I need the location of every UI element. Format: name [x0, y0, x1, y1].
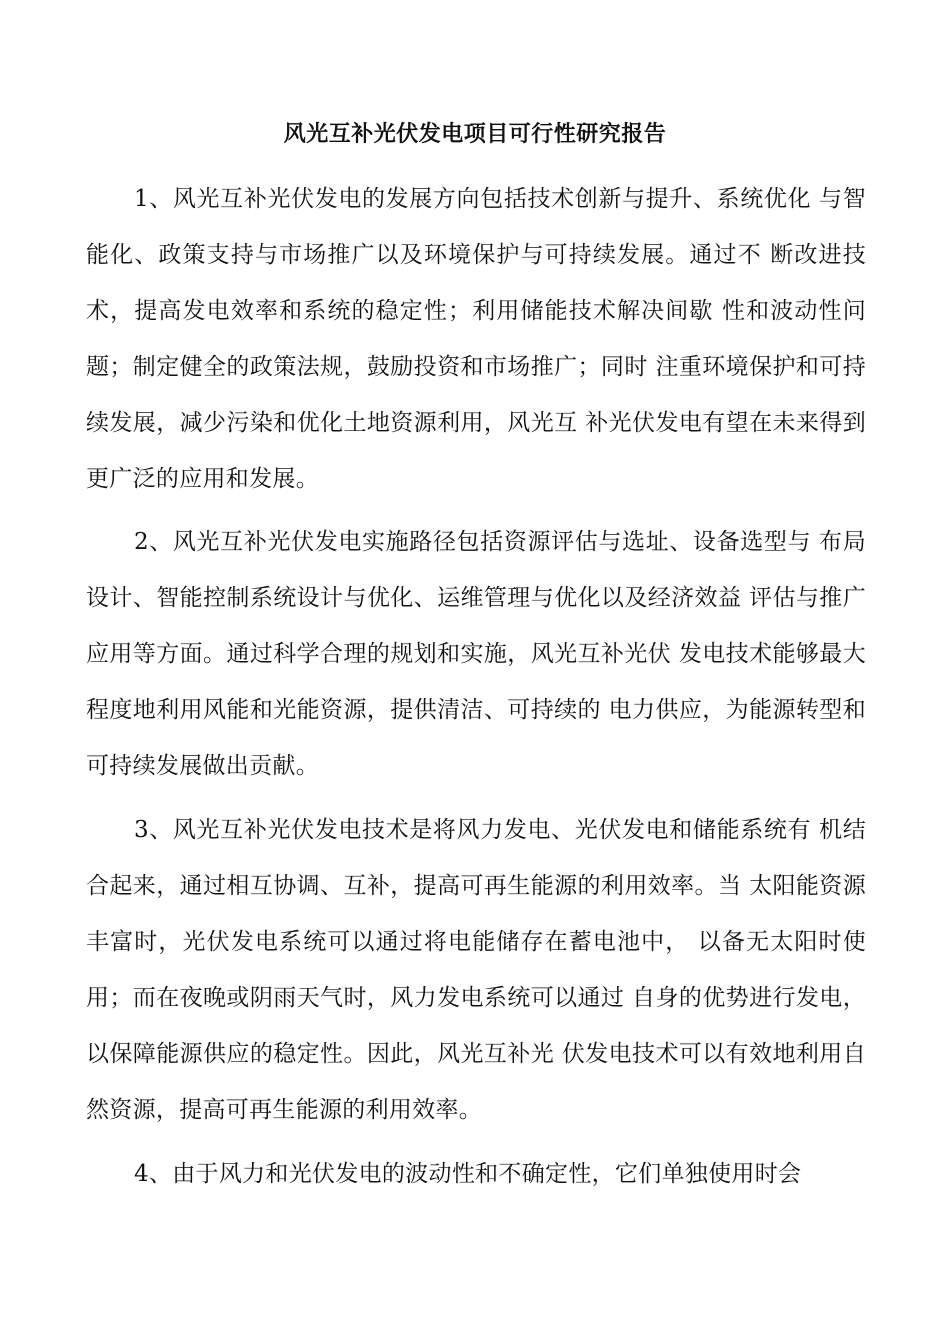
- paragraph-2: 2、风光互补光伏发电实施路径包括资源评估与选址、设备选型与 布局设计、智能控制系统设计与优化、运维管理与优化以及经济效益 评估与推广应用等方面。通过科学合理的规划和实施，风光互补光伏 发电技术能够最大程度地利用风能和光能资源，提供清洁、可持续的 电力供应，为能源转型和可持续发展做出贡献。: [86, 529, 866, 779]
- paragraph-1: 1、风光互补光伏发电的发展方向包括技术创新与提升、系统优化 与智能化、政策支持与市场推广以及环境保护与可持续发展。通过不 断改进技术，提高发电效率和系统的稳定性；利用储能技术解决间歇 性和波动性问题；制定健全的政策法规，鼓励投资和市场推广；同时 注重环境保护和可持续发展，减少污染和优化土地资源利用，风光互 补光伏发电有望在未来得到更广泛的应用和发展。: [86, 186, 866, 492]
- document-title: 风光互补光伏发电项目可行性研究报告: [283, 121, 667, 147]
- paragraph-3: 3、风光互补光伏发电技术是将风力发电、光伏发电和储能系统有 机结合起来，通过相互协调、互补，提高可再生能源的利用效率。当 太阳能资源丰富时，光伏发电系统可以通过将电能储存在蓄电池中， 以备无太阳时使用；而在夜晚或阴雨天气时，风力发电系统可以通过 自身的优势进行发电，以保障能源供应的稳定性。因此，风光互补光 伏发电技术可以有效地利用自然资源，提高可再生能源的利用效率。: [86, 817, 866, 1123]
- paragraph-4: 4、由于风力和光伏发电的波动性和不确定性，它们单独使用时会: [134, 1161, 802, 1187]
